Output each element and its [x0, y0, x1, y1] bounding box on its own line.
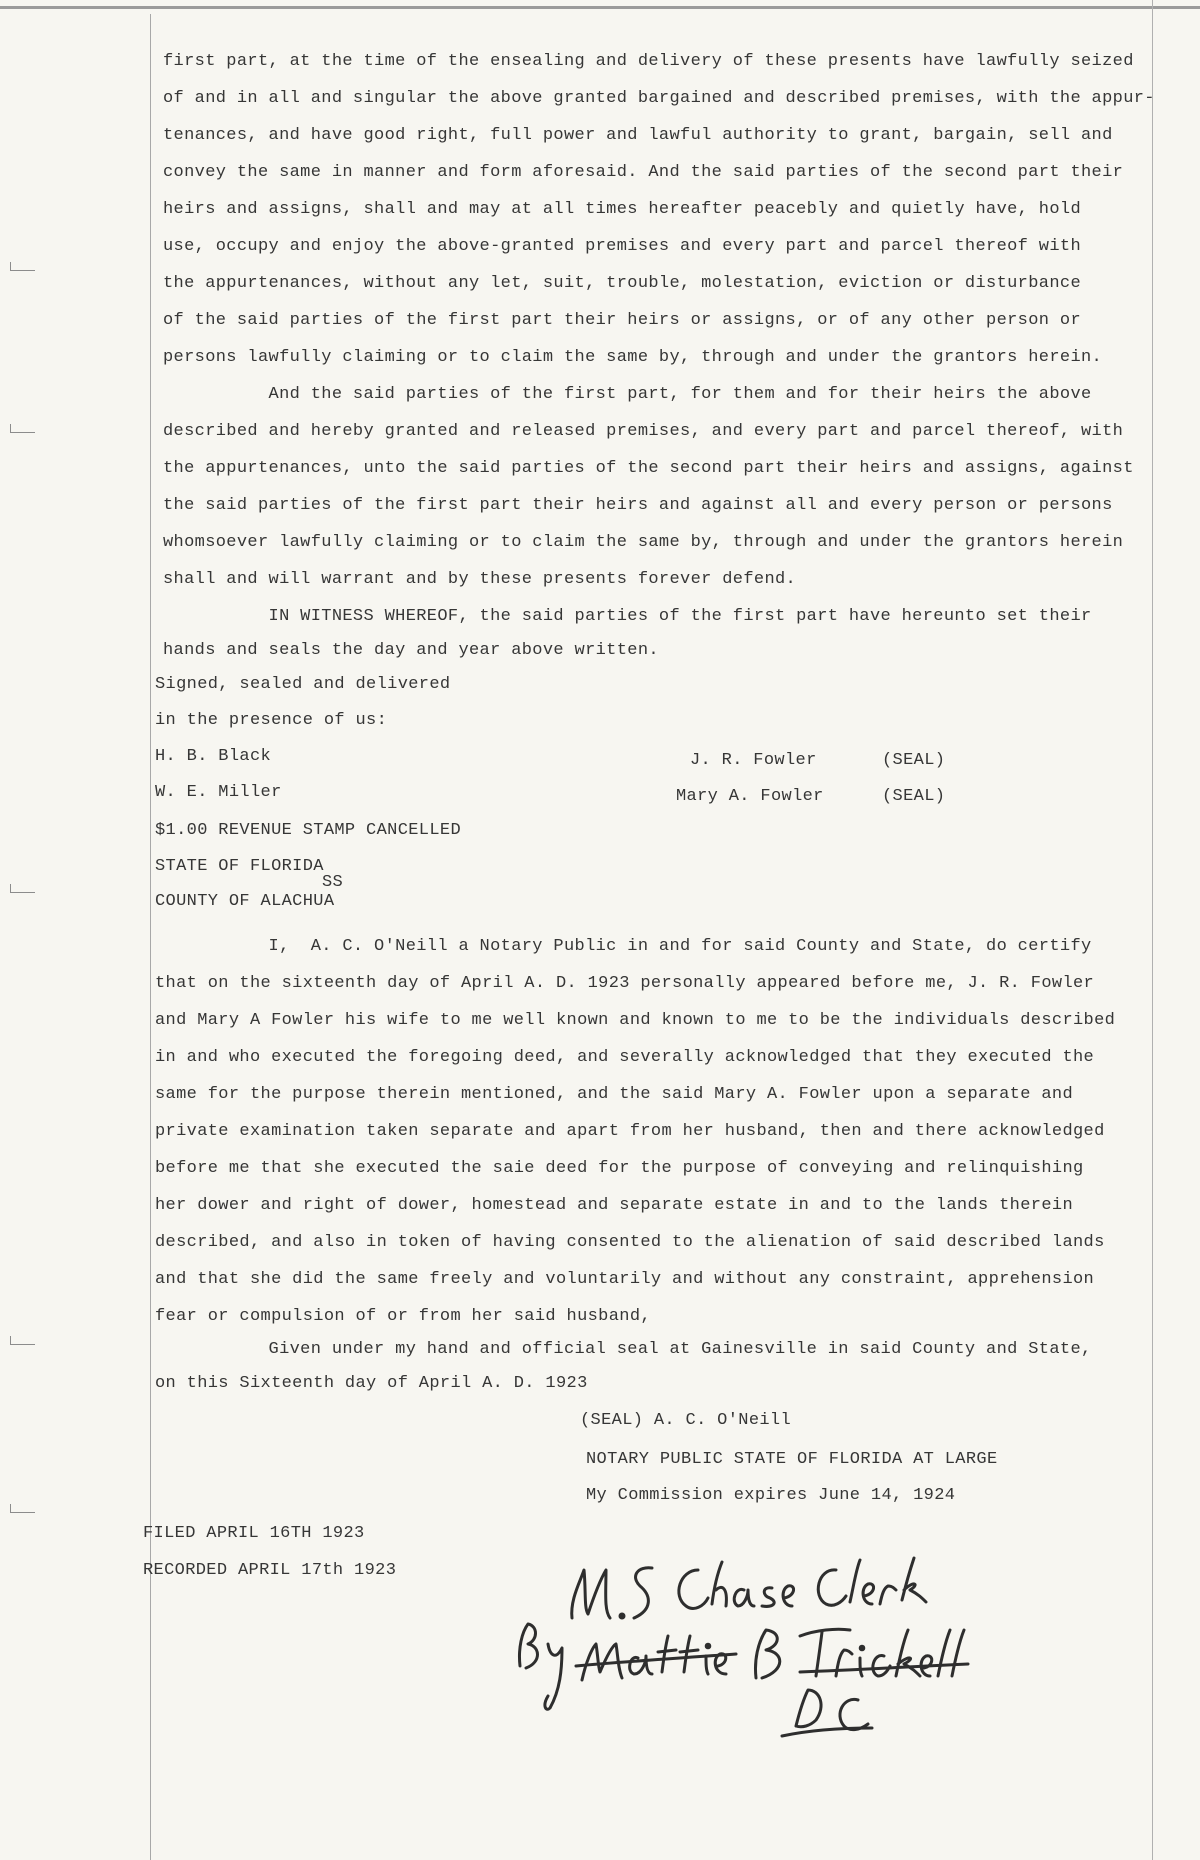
- grantor-seal: (SEAL): [882, 787, 946, 806]
- ledger-tick-mark: [10, 1336, 35, 1345]
- witness-name: W. E. Miller: [155, 783, 282, 802]
- witness-name: H. B. Black: [155, 747, 272, 766]
- deed-text-line: of and in all and singular the above granted bargained and described premises, with the appur-: [163, 89, 1155, 108]
- clerk-signature: [500, 1540, 970, 1770]
- deed-text-line: described and hereby granted and released premises, and every part and parcel thereof, with: [163, 422, 1124, 441]
- top-rule: [0, 6, 1200, 9]
- acknowledgment-line: I, A. C. O'Neill a Notary Public in and for said County and State, do certify: [163, 937, 1092, 956]
- attestation-line: on this Sixteenth day of April A. D. 1923: [155, 1374, 588, 1393]
- deed-text-line: the said parties of the first part their heirs and against all and every person or persons: [163, 496, 1113, 515]
- notary-name: (SEAL) A. C. O'Neill: [580, 1411, 792, 1430]
- ledger-tick-mark: [10, 1504, 35, 1513]
- acknowledgment-line: described, and also in token of having consented to the alienation of said described lands: [155, 1233, 1105, 1252]
- acknowledgment-line: that on the sixteenth day of April A. D. 1923 personally appeared before me, J. R. Fowler: [155, 974, 1095, 993]
- deed-text-line: of the said parties of the first part their heirs or assigns, or of any other person or: [163, 311, 1081, 330]
- grantor-seal: (SEAL): [882, 751, 946, 770]
- presence-label: in the presence of us:: [155, 711, 388, 730]
- deed-text-line: whomsoever lawfully claiming or to claim the same by, through and under the grantors herein: [163, 533, 1124, 552]
- deed-text-line: the appurtenances, unto the said parties of the second part their heirs and assigns, against: [163, 459, 1134, 478]
- deed-text-line: persons lawfully claiming or to claim the same by, through and under the grantors herein.: [163, 348, 1103, 367]
- ledger-tick-mark: [10, 884, 35, 893]
- revenue-stamp-note: $1.00 REVENUE STAMP CANCELLED: [155, 821, 461, 840]
- acknowledgment-line: before me that she executed the saie deed for the purpose of conveying and relinquishing: [155, 1159, 1084, 1178]
- acknowledgment-line: same for the purpose therein mentioned, and the said Mary A. Fowler upon a separate and: [155, 1085, 1073, 1104]
- deed-text-line: heirs and assigns, shall and may at all times hereafter peacebly and quietly have, hold: [163, 200, 1081, 219]
- venue-county: COUNTY OF ALACHUA: [155, 892, 335, 911]
- grantor-name: Mary A. Fowler: [676, 787, 824, 806]
- left-margin-line: [150, 14, 151, 1860]
- deed-text-line: convey the same in manner and form aforesaid. And the said parties of the second part their: [163, 163, 1124, 182]
- deed-text-line: shall and will warrant and by these presents forever defend.: [163, 570, 797, 589]
- acknowledgment-line: in and who executed the foregoing deed, and severally acknowledged that they executed the: [155, 1048, 1095, 1067]
- notary-commission: My Commission expires June 14, 1924: [586, 1486, 956, 1505]
- venue-ss: SS: [322, 873, 344, 892]
- notary-title: NOTARY PUBLIC STATE OF FLORIDA AT LARGE: [586, 1450, 998, 1469]
- recorded-date: RECORDED APRIL 17th 1923: [143, 1561, 397, 1580]
- grantor-name: J. R. Fowler: [690, 751, 817, 770]
- acknowledgment-line: and that she did the same freely and voluntarily and without any constraint, apprehension: [155, 1270, 1095, 1289]
- ledger-tick-mark: [10, 424, 35, 433]
- deed-text-line: the appurtenances, without any let, suit, trouble, molestation, eviction or disturbance: [163, 274, 1081, 293]
- attestation-line: Given under my hand and official seal at Gainesville in said County and State,: [163, 1340, 1092, 1359]
- witness-clause-line: hands and seals the day and year above written.: [163, 641, 659, 660]
- filed-date: FILED APRIL 16TH 1923: [143, 1524, 365, 1543]
- witness-clause-line: IN WITNESS WHEREOF, the said parties of the first part have hereunto set their: [163, 607, 1092, 626]
- acknowledgment-line: and Mary A Fowler his wife to me well known and known to me to be the individuals described: [155, 1011, 1116, 1030]
- right-margin-line: [1152, 0, 1153, 1860]
- deed-text-line: And the said parties of the first part, for them and for their heirs the above: [163, 385, 1092, 404]
- venue-state: STATE OF FLORIDA: [155, 857, 324, 876]
- ledger-tick-mark: [10, 262, 35, 271]
- deed-text-line: first part, at the time of the ensealing and delivery of these presents have lawfully seized: [163, 52, 1134, 71]
- acknowledgment-line: private examination taken separate and apart from her husband, then and there acknowledged: [155, 1122, 1105, 1141]
- deed-text-line: use, occupy and enjoy the above-granted premises and every part and parcel thereof with: [163, 237, 1081, 256]
- acknowledgment-line: fear or compulsion of or from her said husband,: [155, 1307, 651, 1326]
- signed-sealed-label: Signed, sealed and delivered: [155, 675, 451, 694]
- acknowledgment-line: her dower and right of dower, homestead and separate estate in and to the lands therein: [155, 1196, 1073, 1215]
- deed-text-line: tenances, and have good right, full power and lawful authority to grant, bargain, sell and: [163, 126, 1113, 145]
